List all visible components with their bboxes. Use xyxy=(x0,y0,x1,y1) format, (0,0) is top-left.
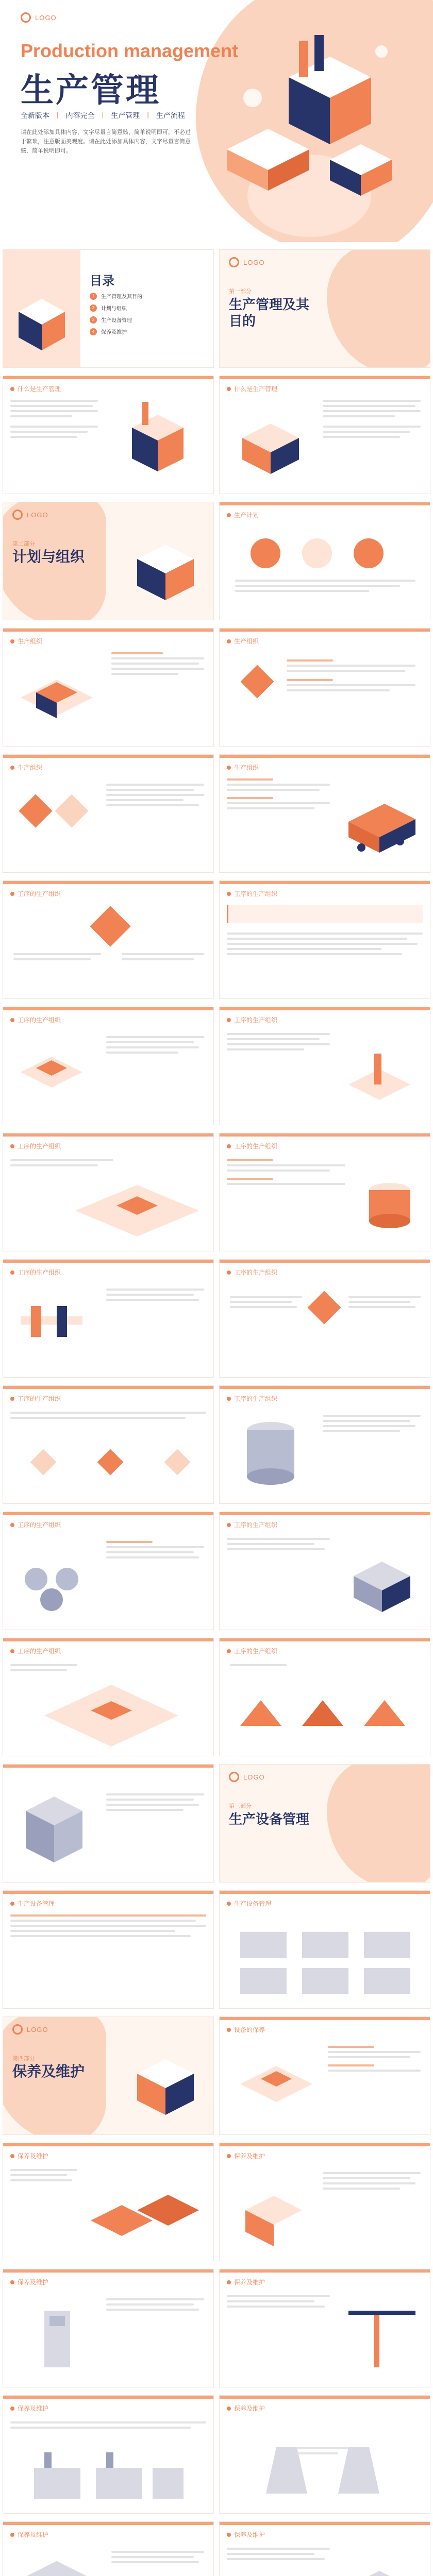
factory-roofs-illustration-icon xyxy=(230,1680,421,1731)
slide-title xyxy=(227,1268,277,1277)
robot-arm-illustration-icon xyxy=(338,1038,421,1115)
slide-title-text: 工序的生产组织 xyxy=(18,1143,61,1150)
cover-title-english: Production management xyxy=(21,40,239,61)
slide-top-bar xyxy=(220,502,430,505)
paragraph-block xyxy=(10,2421,206,2432)
slide-title xyxy=(10,2151,48,2160)
slide-title xyxy=(10,384,61,393)
equipment-grid-illustration-icon xyxy=(230,1917,421,1999)
title-dot-icon xyxy=(10,1523,14,1527)
slide-title-text: 保养及维护 xyxy=(234,2153,265,2160)
toc-item[interactable] xyxy=(90,316,142,324)
title-dot-icon xyxy=(227,2280,231,2284)
section-background-shape xyxy=(327,249,430,368)
content-slide xyxy=(219,502,430,620)
paragraph-block xyxy=(348,1296,421,1311)
toc-number-icon: 4 xyxy=(90,328,97,335)
slide-top-bar xyxy=(3,2396,213,2399)
slide-title xyxy=(227,763,259,772)
building-illustration-icon xyxy=(122,523,209,611)
slide-title-text: 什么是生产管理 xyxy=(18,385,61,393)
title-dot-icon xyxy=(10,1649,14,1653)
slide-title-text: 生产组织 xyxy=(18,638,43,645)
toc-illustration-panel xyxy=(3,250,80,368)
slide-title-text: 工序的生产组织 xyxy=(18,1269,61,1276)
content-slide xyxy=(219,2269,430,2387)
slide-title-text: 保养及维护 xyxy=(234,2405,265,2412)
slide-top-bar xyxy=(3,1638,213,1641)
slide-top-bar xyxy=(3,2522,213,2525)
slide-title xyxy=(227,637,259,646)
slide-title-text: 生产设备管理 xyxy=(234,1900,272,1907)
machine-illustration-icon xyxy=(230,2043,323,2125)
toc-item-label: 生产管理及其目的 xyxy=(101,294,142,300)
logo-icon xyxy=(21,12,31,23)
title-dot-icon xyxy=(10,639,14,643)
title-dot-icon xyxy=(227,1270,231,1275)
warehouse-illustration-icon xyxy=(227,397,314,484)
title-dot-icon xyxy=(227,1902,231,1906)
section-title: 保养及维护 xyxy=(12,2063,85,2079)
slide-title xyxy=(10,1520,61,1529)
logo xyxy=(12,2024,48,2035)
diamond-icon xyxy=(164,1449,191,1476)
title-dot-icon xyxy=(10,1397,14,1401)
slide-top-bar xyxy=(220,881,430,884)
slide-top-bar xyxy=(220,2017,430,2020)
paragraph-block xyxy=(106,1036,204,1057)
paragraph-block xyxy=(106,2298,204,2314)
content-slide xyxy=(219,1512,430,1630)
paragraph-block xyxy=(227,1538,330,1553)
paragraph-block xyxy=(10,1664,77,1674)
slide-top-bar xyxy=(220,1260,430,1263)
title-dot-icon xyxy=(10,2154,14,2158)
logo-text: LOGO xyxy=(27,2025,48,2033)
slide-top-bar xyxy=(3,1133,213,1137)
slide-title-text: 生产组织 xyxy=(18,764,43,771)
slide-title xyxy=(10,1647,61,1655)
slide-top-bar xyxy=(220,2269,430,2273)
slide-top-bar xyxy=(3,1891,213,1894)
logo-text: LOGO xyxy=(35,13,57,22)
diamond-icon xyxy=(90,906,130,946)
paragraph-block xyxy=(297,2447,348,2458)
slide-title-text: 保养及维护 xyxy=(18,2153,49,2160)
diamond-icon xyxy=(55,794,88,827)
slide-top-bar xyxy=(220,1891,430,1894)
cover-slide xyxy=(0,0,433,242)
paragraph-block xyxy=(106,784,204,809)
paragraph-block xyxy=(111,2551,204,2566)
content-slide xyxy=(3,2395,214,2514)
slide-title xyxy=(227,1015,277,1024)
paragraph-block xyxy=(230,1296,302,1311)
title-dot-icon xyxy=(10,2533,14,2537)
content-slide xyxy=(219,1638,430,1756)
plan-circle-icon xyxy=(251,538,280,568)
paragraph-block xyxy=(323,1415,421,1435)
toc-title: 目录 xyxy=(90,274,114,288)
slide-title-text: 生产组织 xyxy=(234,638,259,645)
slide-title-text: 保养及维护 xyxy=(18,2279,49,2286)
title-dot-icon xyxy=(227,892,231,896)
slide-top-bar xyxy=(3,881,213,884)
diamond-icon xyxy=(307,1291,341,1324)
plan-circle-icon xyxy=(354,538,384,568)
slide-top-bar xyxy=(220,1386,430,1389)
paragraph-block xyxy=(287,659,415,694)
toc-item[interactable] xyxy=(90,328,142,335)
title-dot-icon xyxy=(10,1144,14,1148)
slide-title-text: 工序的生产组织 xyxy=(234,890,278,897)
slide-title xyxy=(227,1647,277,1655)
slide-title xyxy=(227,384,277,393)
slide-top-bar xyxy=(220,629,430,632)
paragraph-block xyxy=(10,1159,113,1170)
slide-title-text: 生产组织 xyxy=(234,764,259,771)
slide-top-bar xyxy=(3,755,213,758)
slide-title xyxy=(10,2530,48,2539)
title-dot-icon xyxy=(227,2533,231,2537)
paragraph-block xyxy=(227,2548,330,2563)
slide-title-text: 保养及维护 xyxy=(234,2279,265,2286)
title-dot-icon xyxy=(227,513,231,517)
title-dot-icon xyxy=(10,2280,14,2284)
section-slide-1 xyxy=(219,249,430,368)
content-slide xyxy=(3,1890,214,2009)
paragraph-block xyxy=(122,953,204,963)
slide-title xyxy=(227,2278,265,2286)
toc-item[interactable] xyxy=(90,292,142,300)
logo-icon xyxy=(229,257,239,267)
tower-illustration-icon xyxy=(13,2295,101,2378)
tank-illustration-icon xyxy=(354,1170,426,1242)
slide-title xyxy=(10,889,61,898)
content-slide xyxy=(3,628,214,747)
content-slide xyxy=(3,2521,214,2576)
title-dot-icon xyxy=(227,387,231,391)
title-dot-icon xyxy=(227,2154,231,2158)
title-dot-icon xyxy=(10,1270,14,1275)
toc-item-label: 保养及维护 xyxy=(101,330,127,335)
slide-top-bar xyxy=(220,1512,430,1515)
slide-title xyxy=(227,511,259,519)
toc-item-label: 计划与组织 xyxy=(101,306,127,312)
paragraph-block xyxy=(10,2169,77,2184)
slide-top-bar xyxy=(3,2143,213,2146)
title-dot-icon xyxy=(10,1018,14,1022)
slide-top-bar xyxy=(220,1638,430,1641)
content-slide xyxy=(3,1385,214,1504)
cover-description: 请在此处添加具体内容，文字尽量言简意赅，简单说明即可，不必过于繁琐，注意版面美观度。请在此处添加具体内容，文字尽量言简意赅，简单说明即可。 xyxy=(21,129,191,154)
paragraph-block xyxy=(227,778,330,812)
paragraph-block xyxy=(323,400,421,441)
content-slide xyxy=(219,1259,430,1378)
title-dot-icon xyxy=(227,2406,231,2411)
slide-title xyxy=(227,2151,265,2160)
cover-tags xyxy=(21,110,185,121)
slide-top-bar xyxy=(220,376,430,379)
logo-text: LOGO xyxy=(243,1773,265,1781)
content-slide xyxy=(219,628,430,747)
silo-illustration-icon xyxy=(227,1410,314,1497)
title-dot-icon xyxy=(227,1649,231,1653)
section-slide-3 xyxy=(219,1764,430,1883)
machine-illustration-icon xyxy=(10,1031,93,1113)
plan-circle-icon xyxy=(302,538,332,568)
factory-illustration-icon xyxy=(196,21,412,227)
slide-top-bar xyxy=(220,755,430,758)
slide-top-bar xyxy=(220,2396,430,2399)
paragraph-block xyxy=(106,1541,204,1562)
logo-icon xyxy=(12,510,23,520)
content-slide xyxy=(3,1638,214,1756)
paragraph-block xyxy=(227,2295,330,2311)
plant-illustration-icon xyxy=(338,1535,426,1622)
production-line-illustration-icon xyxy=(10,651,103,739)
section-title: 计划与组织 xyxy=(12,549,85,565)
title-dot-icon xyxy=(227,639,231,643)
cover-tag: 生产流程 xyxy=(156,111,185,120)
slide-title xyxy=(10,637,42,646)
content-slide xyxy=(3,1512,214,1630)
paragraph-block xyxy=(10,400,98,441)
logo-icon xyxy=(12,2024,23,2035)
conveyor-illustration-icon xyxy=(65,1180,209,1247)
slide-title-text: 什么是生产管理 xyxy=(234,385,278,393)
toc-number-icon: 2 xyxy=(90,304,97,312)
slide-title xyxy=(227,1142,277,1150)
section-background-shape xyxy=(327,1764,430,1883)
pipeline-illustration-icon xyxy=(10,1285,93,1368)
tag-separator: | xyxy=(147,110,149,118)
section-label: 第三部分 xyxy=(229,1803,252,1809)
title-dot-icon xyxy=(10,2406,14,2411)
storage-tanks-illustration-icon xyxy=(10,1543,98,1620)
crane-illustration-icon xyxy=(338,2295,426,2378)
highlight-box xyxy=(227,905,423,923)
title-dot-icon xyxy=(227,1523,231,1527)
logo-text: LOGO xyxy=(27,511,48,519)
toc-item-label: 生产设备管理 xyxy=(101,318,132,324)
stepped-platform-illustration-icon xyxy=(80,2174,209,2251)
paragraph-block xyxy=(230,1664,421,1669)
cover-title-chinese: 生产管理 xyxy=(21,72,161,109)
slide-title-text: 工序的生产组织 xyxy=(18,1016,61,1024)
title-dot-icon xyxy=(227,766,231,770)
logo-icon xyxy=(229,1772,239,1782)
slide-title xyxy=(10,1268,61,1277)
section-label: 第二部分 xyxy=(12,541,35,547)
factory-illustration-icon xyxy=(111,397,204,484)
content-slide xyxy=(3,2269,214,2387)
slide-top-bar xyxy=(220,1007,430,1010)
slide-top-bar xyxy=(3,2269,213,2273)
paragraph-block xyxy=(323,2172,421,2193)
slide-title-text: 工序的生产组织 xyxy=(234,1143,278,1150)
paragraph-block xyxy=(111,652,204,678)
slide-title-text: 工序的生产组织 xyxy=(18,1395,61,1402)
slide-title xyxy=(10,1899,55,1908)
logo xyxy=(21,12,57,23)
content-slide xyxy=(3,1764,214,1883)
slide-title-text: 工序的生产组织 xyxy=(18,1648,61,1655)
slide-title-text: 保养及维护 xyxy=(18,2405,49,2412)
slide-title xyxy=(10,1015,61,1024)
slide-title xyxy=(10,1142,61,1150)
paragraph-block xyxy=(235,580,415,595)
slide-title-text: 生产计划 xyxy=(234,512,259,519)
slide-title-text: 工序的生产组织 xyxy=(234,1648,278,1655)
slide-top-bar xyxy=(220,1133,430,1137)
section-slide-2 xyxy=(3,502,214,620)
slide-title-text: 设备的保养 xyxy=(234,2026,265,2033)
content-slide xyxy=(219,754,430,873)
tag-separator: | xyxy=(102,110,104,118)
assembly-line-illustration-icon xyxy=(34,1680,189,1752)
logo xyxy=(229,1772,265,1782)
cover-tag: 生产管理 xyxy=(111,111,140,120)
diamond-icon xyxy=(30,1449,57,1476)
toc-item[interactable] xyxy=(90,304,142,312)
slide-title xyxy=(227,1899,271,1908)
title-dot-icon xyxy=(10,387,14,391)
slide-grid xyxy=(0,242,433,2576)
logo xyxy=(229,257,265,267)
slide-top-bar xyxy=(3,376,213,379)
paragraph-block xyxy=(227,933,423,958)
cooling-towers-illustration-icon xyxy=(235,2427,415,2504)
slide-title-text: 工序的生产组织 xyxy=(234,1395,278,1402)
content-slide xyxy=(219,376,430,494)
slide-top-bar xyxy=(3,1260,213,1263)
slide-title-text: 工序的生产组织 xyxy=(234,1521,278,1529)
cover-tag: 内容完全 xyxy=(65,111,95,120)
slide-title-text: 工序的生产组织 xyxy=(234,1269,278,1276)
slide-title xyxy=(227,889,277,898)
title-dot-icon xyxy=(227,1397,231,1401)
slide-title xyxy=(10,2404,48,2413)
slide-title-text: 保养及维护 xyxy=(234,2531,265,2538)
slide-title xyxy=(227,2404,265,2413)
title-dot-icon xyxy=(10,892,14,896)
paragraph-block xyxy=(227,1033,330,1054)
logo xyxy=(12,510,48,520)
title-dot-icon xyxy=(227,1018,231,1022)
content-slide xyxy=(219,1007,430,1125)
content-slide xyxy=(3,376,214,494)
content-slide xyxy=(3,1133,214,1251)
paragraph-block xyxy=(106,1793,204,1814)
diamond-icon xyxy=(97,1449,124,1476)
slide-top-bar xyxy=(3,1512,213,1515)
section-label: 第四部分 xyxy=(12,2056,35,2062)
slide-top-bar xyxy=(3,1386,213,1389)
paragraph-block xyxy=(106,1289,204,1304)
cover-tag: 全新版本 xyxy=(21,111,49,120)
slide-title xyxy=(227,1394,277,1403)
toc-slide xyxy=(3,249,214,368)
slide-top-bar xyxy=(3,1765,213,1768)
slide-title xyxy=(10,763,42,772)
slide-top-bar xyxy=(220,2143,430,2146)
content-slide xyxy=(3,880,214,999)
maintenance-illustration-icon xyxy=(122,2038,209,2125)
slide-title-text: 工序的生产组织 xyxy=(18,1521,61,1529)
title-dot-icon xyxy=(227,1144,231,1148)
paragraph-block xyxy=(10,1914,206,1940)
factory-chimneys-illustration-icon xyxy=(24,2447,194,2504)
slide-title xyxy=(227,2530,265,2539)
toc-list xyxy=(90,292,142,340)
title-dot-icon xyxy=(10,1902,14,1906)
slide-top-bar xyxy=(220,2522,430,2525)
warehouse-illustration-icon xyxy=(230,2169,318,2251)
slide-title xyxy=(10,1394,61,1403)
slide-title xyxy=(10,2278,48,2286)
slide-title-text: 保养及维护 xyxy=(18,2531,49,2538)
slide-title xyxy=(227,2025,265,2034)
warehouse-illustration-icon xyxy=(333,2548,426,2576)
content-slide xyxy=(219,2016,430,2135)
slide-top-bar xyxy=(3,629,213,632)
content-slide xyxy=(3,1259,214,1378)
slide-title-text: 工序的生产组织 xyxy=(18,890,61,897)
diamond-icon xyxy=(240,665,274,698)
content-slide xyxy=(3,2143,214,2261)
section-slide-4 xyxy=(3,2016,214,2135)
office-building-icon xyxy=(10,2546,103,2576)
content-slide xyxy=(219,1385,430,1504)
paragraph-block xyxy=(10,1412,206,1422)
section-label: 第一部分 xyxy=(229,289,252,295)
content-slide xyxy=(3,1007,214,1125)
section-title: 生产管理及其目的 xyxy=(229,297,310,329)
content-slide xyxy=(219,2143,430,2261)
content-slide xyxy=(219,2521,430,2576)
truck-illustration-icon xyxy=(338,781,426,863)
toc-number-icon: 1 xyxy=(90,293,97,300)
office-building-icon xyxy=(3,250,80,368)
paragraph-block xyxy=(227,1159,345,1188)
building-illustration-icon xyxy=(10,1780,98,1873)
paragraph-block xyxy=(328,2046,421,2075)
content-slide xyxy=(219,2395,430,2514)
content-slide xyxy=(3,754,214,873)
toc-number-icon: 3 xyxy=(90,316,97,324)
section-title: 生产设备管理 xyxy=(229,1811,310,1827)
tag-separator: | xyxy=(57,110,59,118)
title-dot-icon xyxy=(227,2028,231,2032)
content-slide xyxy=(219,880,430,999)
slide-title-text: 生产设备管理 xyxy=(18,1900,55,1907)
title-dot-icon xyxy=(10,766,14,770)
diamond-icon xyxy=(19,794,52,827)
content-slide xyxy=(219,1133,430,1251)
slide-title-text: 工序的生产组织 xyxy=(234,1016,278,1024)
slide-title xyxy=(227,1520,277,1529)
content-slide xyxy=(219,1890,430,2009)
slide-top-bar xyxy=(3,1007,213,1010)
logo-text: LOGO xyxy=(243,258,265,266)
